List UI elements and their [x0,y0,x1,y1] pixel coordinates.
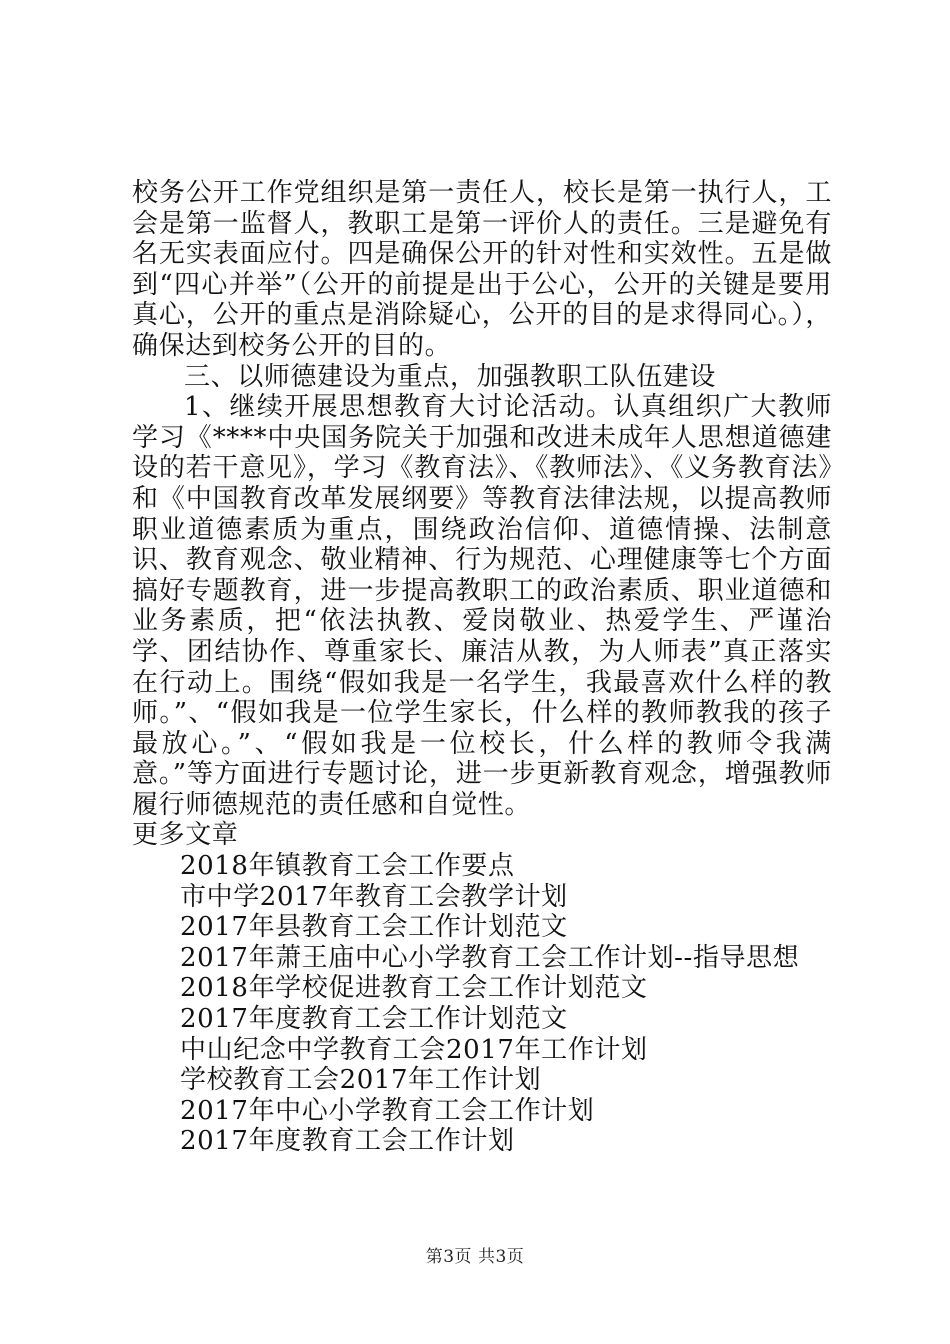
more-article-link[interactable]: 市中学2017年教育工会教学计划 [180,881,568,912]
more-articles-section [132,820,832,1157]
more-article-link[interactable]: 学校教育工会2017年工作计划 [180,1065,542,1096]
paragraph-school-affairs: 校务公开工作党组织是第一责任人，校长是第一执行人，工会是第一监督人，教职工是第一评价人的责任。三是避免有名无实表面应付。四是确保公开的针对性和实效性。五是做到“四心并举”（公开的前提是出于公心，公开的关键是要用真心，公开的重点是消除疑心，公开的目的是求得同心。），确保达到校务公开的目的。 [132,178,832,361]
page-footer [0,1242,950,1267]
more-article-link[interactable]: 2017年县教育工会工作计划范文 [180,912,568,943]
more-article-link[interactable]: 中山纪念中学教育工会2017年工作计划 [180,1034,648,1065]
section-heading-teacher-ethics: 三、以师德建设为重点，加强教职工队伍建设 [184,361,717,392]
more-article-link[interactable]: 2018年镇教育工会工作要点 [180,851,515,882]
more-articles-title: 更多文章 [132,820,239,851]
more-article-link[interactable]: 2017年度教育工会工作计划 [180,1126,515,1157]
more-article-link[interactable]: 2017年度教育工会工作计划范文 [180,1004,568,1035]
more-article-link[interactable]: 2017年中心小学教育工会工作计划 [180,1095,595,1126]
more-article-link[interactable]: 2018年学校促进教育工会工作计划范文 [180,973,648,1004]
more-article-link[interactable]: 2017年萧王庙中心小学教育工会工作计划--指导思想 [180,942,800,973]
document-body [132,178,832,1157]
paragraph-ideological-education: 1、继续开展思想教育大讨论活动。认真组织广大教师学习《****中央国务院关于加强和改进未成年人思想道德建设的若干意见》，学习《教育法》、《教师法》、《义务教育法》和《中国教育改革发展纲要》等教育法律法规，以提高教师职业道德素质为重点，围绕政治信仰、道德情操、法制意识、教育观念、敬业精神、行为规范、心理健康等七个方面搞好专题教育，进一步提高教职工的政治素质、职业道德和业务素质，把“依法执教、爱岗敬业、热爱学生、严谨治学、团结协作、尊重家长、廉洁从教，为人师表”真正落实在行动上。围绕“假如我是一名学生，我最喜欢什么样的教师。”、“假如我是一位学生家长，什么样的教师教我的孩子最放心。”、“假如我是一位校长，什么样的教师令我满意。”等方面进行专题讨论，进一步更新教育观念，增强教师履行师德规范的责任感和自觉性。 [132,392,832,820]
more-articles-list [132,851,832,1157]
page-number: 第3页 共3页 [425,1247,525,1267]
